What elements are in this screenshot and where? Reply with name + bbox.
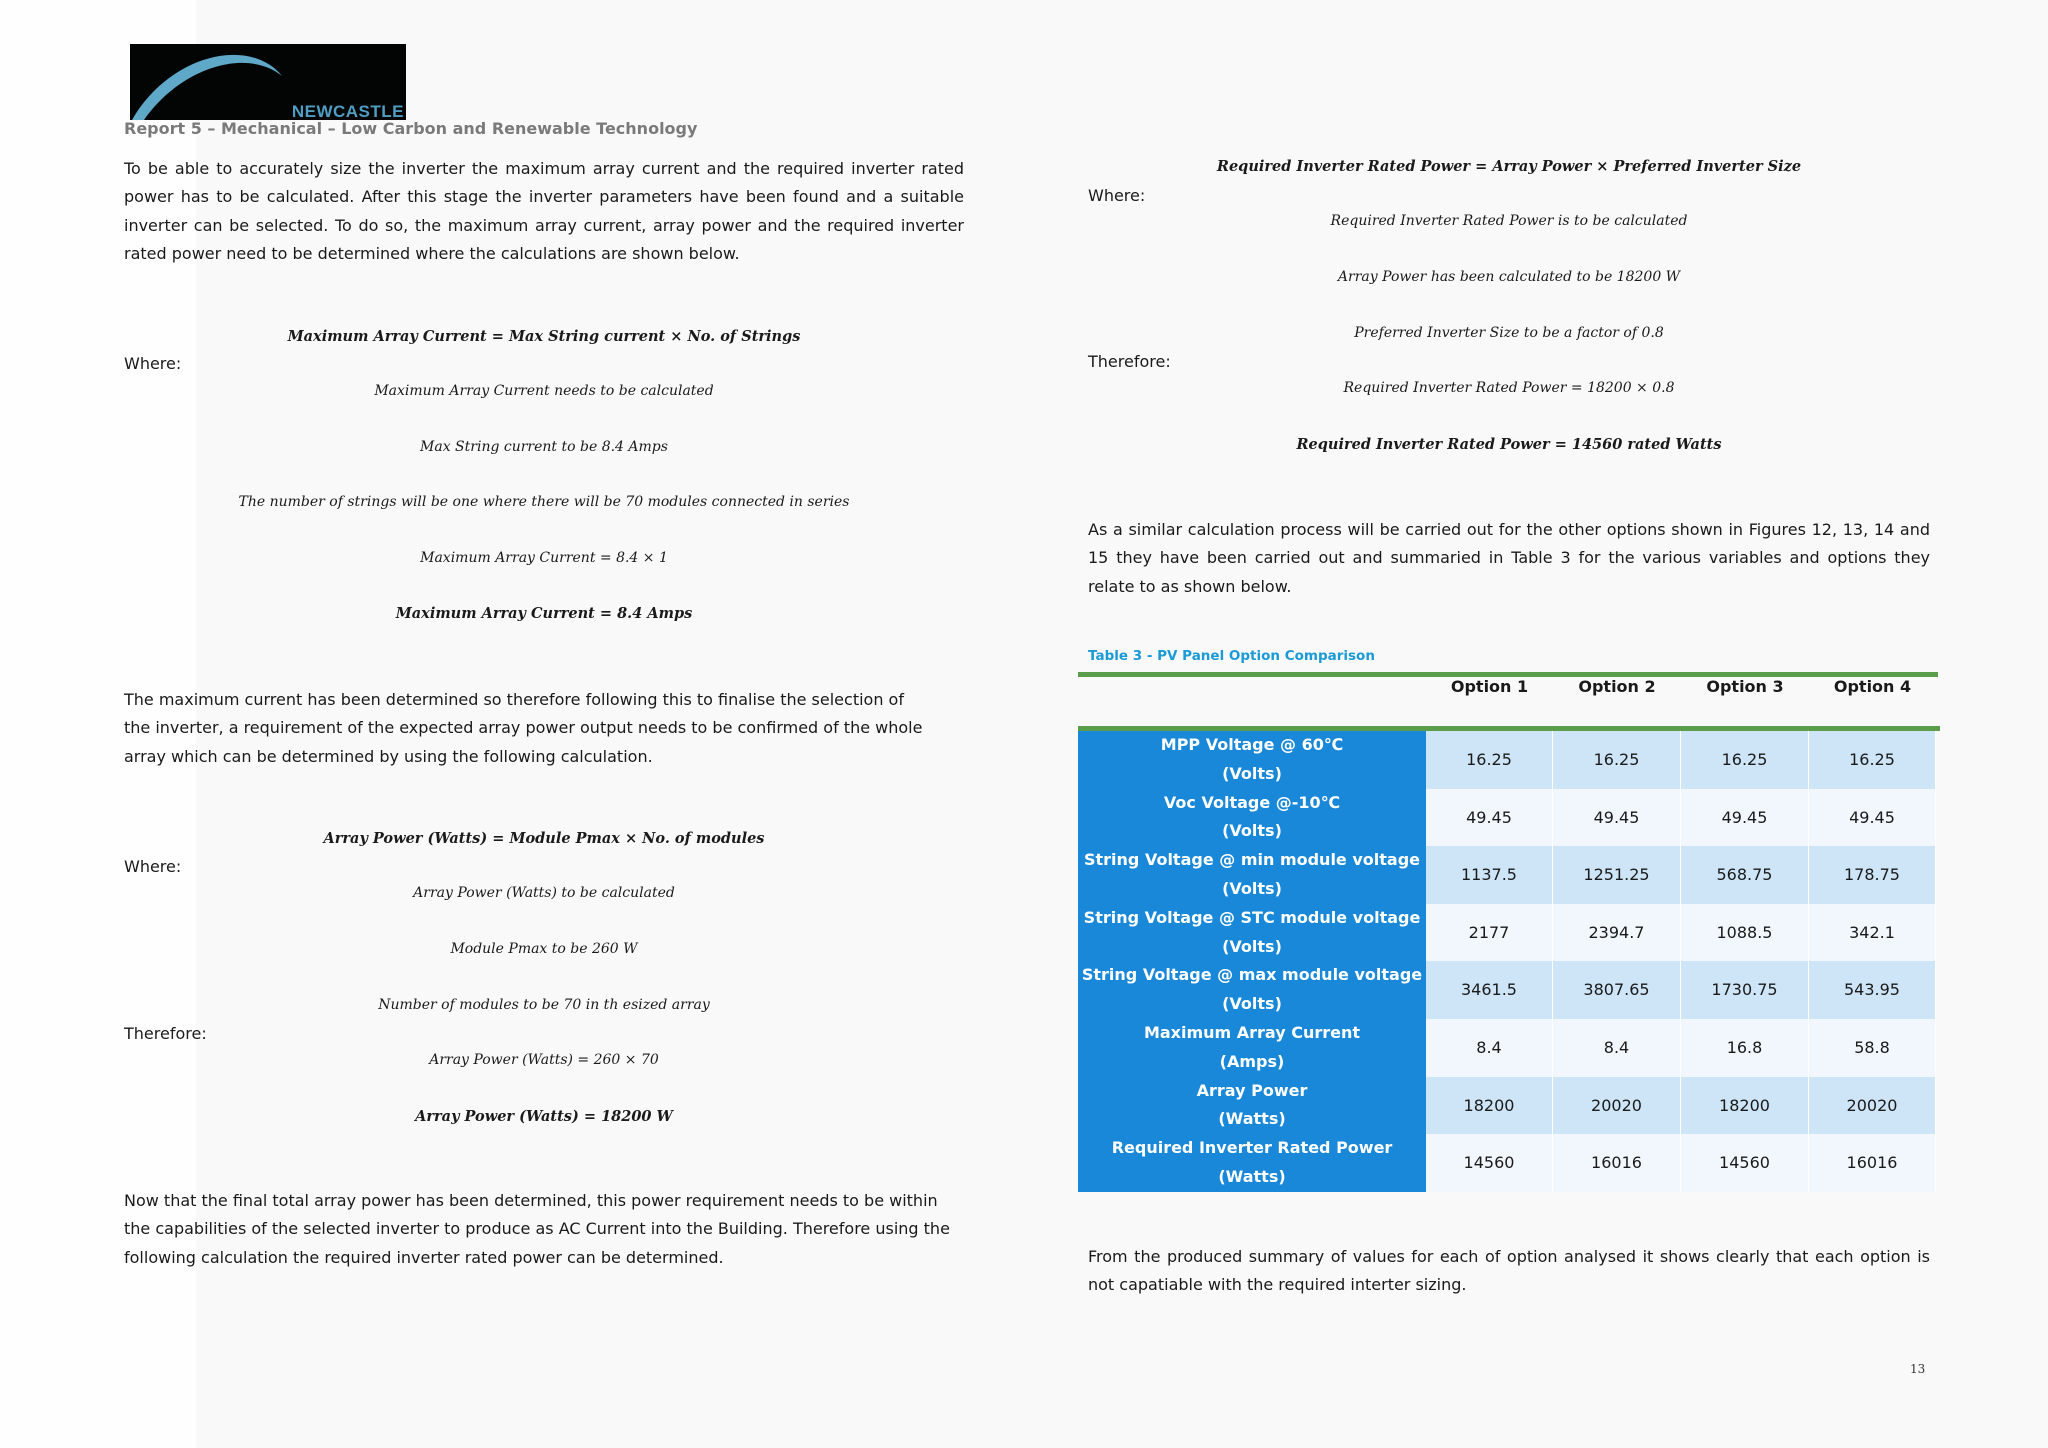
- table-cell: 1730.75: [1681, 961, 1809, 1019]
- conclusion-paragraph: From the produced summary of values for each of option analysed it shows clearly that each option is not capatiable with the required interter sizing.: [1088, 1247, 1930, 1295]
- row-label: Array Power (Watts): [1078, 1077, 1426, 1135]
- equation-line: Maximum Array Current needs to be calculated: [374, 383, 714, 399]
- table-cell: 342.1: [1809, 904, 1936, 962]
- table-caption: Table 3 - PV Panel Option Comparison: [1088, 648, 1375, 664]
- equation-array-power: Array Power (Watts) = Module Pmax × No. of modules: [323, 830, 765, 847]
- table-cell: 16.25: [1681, 731, 1809, 789]
- intro-paragraph: To be able to accurately size the inverter the maximum array current and the required inverter rated power has to be calculated. After this stage the inverter parameters have been found and a suitable inverter can be selected. To do so, the maximum array current, array power and the required inverter rated power need to be determined where the calculations are shown below.: [124, 159, 964, 263]
- table-header: [1078, 677, 1938, 726]
- table-cell: 49.45: [1681, 789, 1809, 847]
- table-cell: 18200: [1426, 1077, 1553, 1135]
- row-label: Maximum Array Current (Amps): [1078, 1019, 1426, 1077]
- equation-line: Array Power has been calculated to be 18200 W: [1337, 269, 1681, 285]
- row-label: String Voltage @ max module voltage (Volts): [1078, 961, 1426, 1019]
- where-label: Where:: [124, 857, 182, 876]
- row-label: String Voltage @ STC module voltage (Volts): [1078, 904, 1426, 962]
- equation-line: The number of strings will be one where there will be 70 modules connected in series: [238, 494, 850, 510]
- table-cell: 16.8: [1681, 1019, 1809, 1077]
- table-row: [1078, 904, 1936, 962]
- table-cell: 49.45: [1426, 789, 1553, 847]
- table-row: [1078, 1019, 1936, 1077]
- table-cell: 3807.65: [1553, 961, 1681, 1019]
- equation-line: Maximum Array Current = 8.4 × 1: [420, 550, 668, 566]
- table-cell: 58.8: [1809, 1019, 1936, 1077]
- table-cell: 543.95: [1809, 961, 1936, 1019]
- table-header-cell: Option 1: [1450, 677, 1529, 696]
- table-cell: 178.75: [1809, 846, 1936, 904]
- logo-text: NEWCASTLE: [291, 102, 404, 120]
- equation-inverter-power: Required Inverter Rated Power = Array Power × Preferred Inverter Size: [1216, 158, 1802, 175]
- summary-paragraph: As a similar calculation process will be carried out for the other options shown in Figures 12, 13, 14 and 15 they have been carried out and summaried in Table 3 for the various variables and options they relate to as shown below.: [1088, 520, 1930, 596]
- table-cell: 16016: [1809, 1134, 1936, 1192]
- table-cell: 16.25: [1553, 731, 1681, 789]
- table-row: [1078, 789, 1936, 847]
- table-cell: 2177: [1426, 904, 1553, 962]
- row-label: MPP Voltage @ 60℃ (Volts): [1078, 731, 1426, 789]
- table-header-cell: Option 3: [1706, 677, 1784, 696]
- therefore-label: Therefore:: [1088, 352, 1171, 371]
- table-cell: 16.25: [1809, 731, 1936, 789]
- page-number: 13: [1910, 1362, 1926, 1376]
- inverter-power-paragraph: Now that the final total array power has been determined, this power requirement needs to be within the capabilities of the selected inverter to produce as AC Current into the Building. Therefore using the following calculation the required inverter rated power can be determined.: [124, 1191, 950, 1267]
- table-row: [1078, 1134, 1936, 1192]
- table-cell: 20020: [1553, 1077, 1681, 1135]
- table-cell: 14560: [1681, 1134, 1809, 1192]
- table-cell: 18200: [1681, 1077, 1809, 1135]
- table-cell: 14560: [1426, 1134, 1553, 1192]
- table-cell: 3461.5: [1426, 961, 1553, 1019]
- newcastle-logo: [130, 44, 406, 120]
- report-title: Report 5 – Mechanical – Low Carbon and Renewable Technology: [124, 119, 698, 138]
- table-cell: 1137.5: [1426, 846, 1553, 904]
- table-header-cell: Option 4: [1833, 677, 1912, 696]
- comparison-table: [1078, 731, 1936, 1192]
- therefore-label: Therefore:: [124, 1024, 207, 1043]
- table-cell: 49.45: [1809, 789, 1936, 847]
- equation-result: Maximum Array Current = 8.4 Amps: [395, 605, 693, 622]
- equation-line: Preferred Inverter Size to be a factor of 0.8: [1354, 325, 1664, 341]
- table-cell: 2394.7: [1553, 904, 1681, 962]
- equation-line: Module Pmax to be 260 W: [450, 941, 638, 957]
- equation-line: Max String current to be 8.4 Amps: [420, 439, 668, 455]
- table-row: [1078, 846, 1936, 904]
- table-cell: 8.4: [1426, 1019, 1553, 1077]
- equation-line: Array Power (Watts) to be calculated: [413, 885, 675, 901]
- equation-line: Required Inverter Rated Power is to be calculated: [1330, 213, 1688, 229]
- where-label: Where:: [1088, 186, 1146, 205]
- table-row: [1078, 1077, 1936, 1135]
- table-cell: 1088.5: [1681, 904, 1809, 962]
- equation-max-array-current: Maximum Array Current = Max String current × No. of Strings: [287, 328, 801, 345]
- equation-line: Number of modules to be 70 in th esized array: [378, 997, 710, 1013]
- where-label: Where:: [124, 354, 182, 373]
- table-cell: 1251.25: [1553, 846, 1681, 904]
- array-power-paragraph: The maximum current has been determined so therefore following this to finalise the selection of the inverter, a requirement of the expected array power output needs to be confirmed of the whole array which can be determined by using the following calculation.: [124, 690, 923, 766]
- table-cell: 8.4: [1553, 1019, 1681, 1077]
- table-row: [1078, 961, 1936, 1019]
- row-label: Required Inverter Rated Power (Watts): [1078, 1134, 1426, 1192]
- equation-line: Array Power (Watts) = 260 × 70: [429, 1052, 659, 1068]
- table-cell: 16.25: [1426, 731, 1553, 789]
- table-cell: 568.75: [1681, 846, 1809, 904]
- table-cell: 16016: [1553, 1134, 1681, 1192]
- table-header-cell: Option 2: [1578, 677, 1656, 696]
- row-label: String Voltage @ min module voltage (Volts): [1078, 846, 1426, 904]
- equation-result: Required Inverter Rated Power = 14560 rated Watts: [1296, 436, 1722, 453]
- table-cell: 49.45: [1553, 789, 1681, 847]
- row-label: Voc Voltage @-10℃ (Volts): [1078, 789, 1426, 847]
- equation-result: Array Power (Watts) = 18200 W: [415, 1108, 673, 1125]
- table-row: [1078, 731, 1936, 789]
- equation-line: Required Inverter Rated Power = 18200 × 0.8: [1343, 380, 1675, 396]
- table-cell: 20020: [1809, 1077, 1936, 1135]
